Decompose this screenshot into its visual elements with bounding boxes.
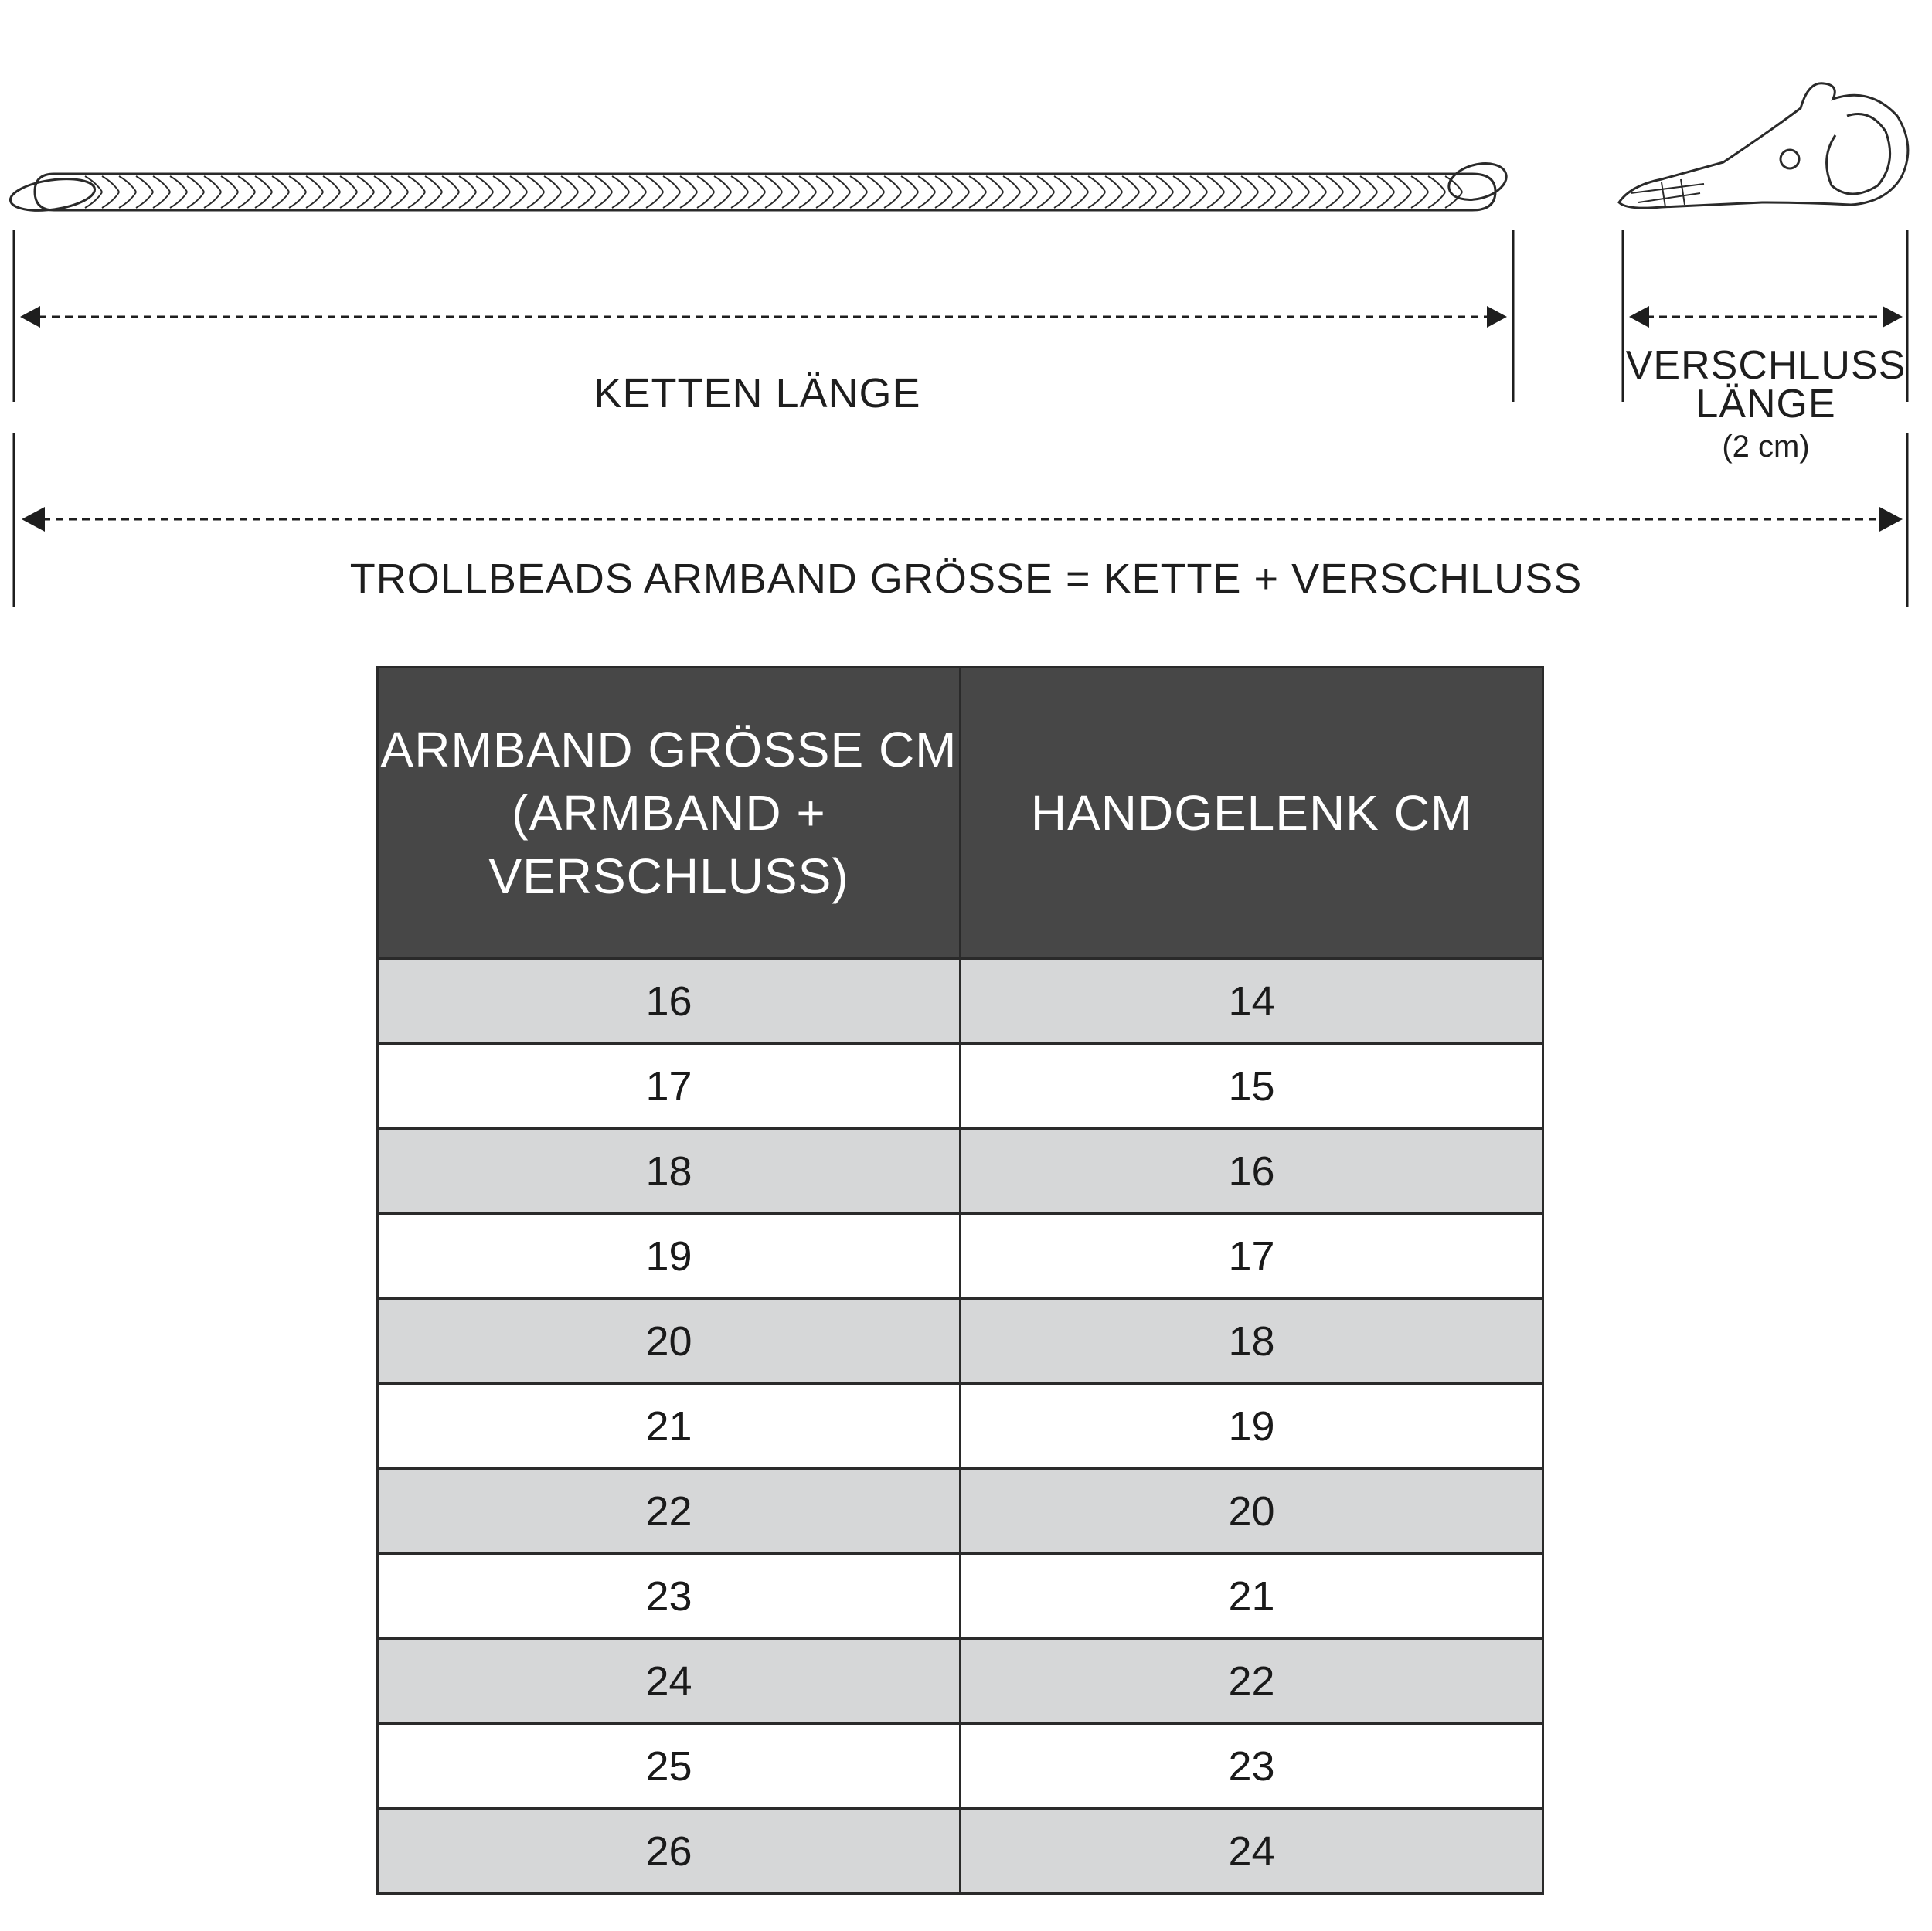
bracelet-size-cell: 16 bbox=[378, 959, 961, 1044]
chain-link bbox=[646, 176, 663, 192]
table-header-row bbox=[378, 668, 1543, 959]
chain-link bbox=[476, 192, 493, 208]
chain-link bbox=[1292, 192, 1309, 208]
wrist-size-cell: 17 bbox=[961, 1214, 1543, 1299]
table-row bbox=[378, 1299, 1543, 1384]
arrow-head-left-icon bbox=[20, 306, 40, 328]
chain-link bbox=[1037, 192, 1054, 208]
wrist-size-cell: 19 bbox=[961, 1384, 1543, 1469]
wrist-size-cell: 15 bbox=[961, 1044, 1543, 1129]
wrist-size-cell: 20 bbox=[961, 1469, 1543, 1554]
chain-link bbox=[221, 176, 238, 192]
chain-link bbox=[1037, 176, 1054, 192]
arrow-head-left-icon bbox=[1629, 306, 1649, 328]
chain-link bbox=[204, 192, 221, 208]
chain-link bbox=[357, 192, 374, 208]
chain-link bbox=[782, 176, 799, 192]
chain-link bbox=[459, 192, 476, 208]
wrist-size-cell: 21 bbox=[961, 1554, 1543, 1639]
chain-link bbox=[578, 192, 595, 208]
chain-link bbox=[1309, 176, 1326, 192]
chain-link bbox=[629, 192, 646, 208]
chain-link bbox=[425, 192, 442, 208]
chain-link bbox=[289, 192, 306, 208]
chain-link bbox=[986, 176, 1003, 192]
chain-link bbox=[561, 176, 578, 192]
arrow-head-right-icon bbox=[1487, 306, 1507, 328]
chain-link bbox=[952, 176, 969, 192]
table-row bbox=[378, 1384, 1543, 1469]
chain-link bbox=[799, 176, 816, 192]
clasp-hole bbox=[1781, 150, 1799, 168]
chain-link bbox=[374, 176, 391, 192]
chain-link bbox=[1428, 176, 1445, 192]
chain-link bbox=[901, 176, 918, 192]
chain-link bbox=[748, 176, 765, 192]
bracelet-size-cell: 23 bbox=[378, 1554, 961, 1639]
clasp-tip-detail bbox=[1631, 179, 1704, 207]
chain-link bbox=[102, 176, 119, 192]
bracelet-size-cell: 21 bbox=[378, 1384, 961, 1469]
chain-link bbox=[1445, 176, 1462, 192]
chain-link bbox=[1224, 192, 1241, 208]
table-row bbox=[378, 1554, 1543, 1639]
arrow-head-right-icon bbox=[1883, 306, 1903, 328]
chain-link bbox=[544, 192, 561, 208]
chain-link bbox=[1173, 192, 1190, 208]
chain-link bbox=[187, 192, 204, 208]
chain-link bbox=[714, 192, 731, 208]
chain-link bbox=[1207, 192, 1224, 208]
chain-link bbox=[221, 192, 238, 208]
chain-link bbox=[1105, 192, 1122, 208]
chain-link bbox=[459, 176, 476, 192]
chain-link bbox=[1343, 192, 1360, 208]
chain-link bbox=[969, 192, 986, 208]
chain-link bbox=[765, 192, 782, 208]
chain-link bbox=[561, 192, 578, 208]
chain-link bbox=[935, 192, 952, 208]
chain-link bbox=[1360, 192, 1377, 208]
chain-link bbox=[1207, 176, 1224, 192]
wrist-size-cell: 24 bbox=[961, 1809, 1543, 1894]
chain-link bbox=[1411, 176, 1428, 192]
chain-link bbox=[731, 192, 748, 208]
chain-link bbox=[1224, 176, 1241, 192]
chain-link bbox=[527, 176, 544, 192]
chain-link bbox=[1394, 192, 1411, 208]
chain-link bbox=[1190, 192, 1207, 208]
chain-link bbox=[255, 192, 272, 208]
clasp-length-label: VERSCHLUSS LÄNGE bbox=[1625, 343, 1906, 427]
chain-link bbox=[833, 192, 850, 208]
chain-link bbox=[1360, 176, 1377, 192]
chain-link bbox=[765, 176, 782, 192]
chain-link bbox=[153, 192, 170, 208]
chain-link bbox=[663, 192, 680, 208]
chain-link bbox=[680, 176, 697, 192]
bracelet-size-cell: 26 bbox=[378, 1809, 961, 1894]
chain-link bbox=[918, 192, 935, 208]
chain-link bbox=[850, 192, 867, 208]
chain-link bbox=[1088, 176, 1105, 192]
chain-link bbox=[119, 176, 136, 192]
header-wrist-size: HANDGELENK CM bbox=[961, 668, 1543, 959]
chain-link bbox=[867, 192, 884, 208]
chain-link bbox=[1122, 176, 1139, 192]
chain-link bbox=[493, 192, 510, 208]
header-bracelet-size: ARMBAND GRÖSSE CM (ARMBAND + VERSCHLUSS) bbox=[378, 668, 961, 959]
chain-link bbox=[1156, 192, 1173, 208]
chain-link bbox=[714, 176, 731, 192]
chain-link bbox=[289, 176, 306, 192]
chain-illustration bbox=[9, 158, 1511, 216]
chain-link bbox=[510, 192, 527, 208]
chain-link bbox=[102, 192, 119, 208]
chain-link bbox=[357, 176, 374, 192]
wrist-size-cell: 16 bbox=[961, 1129, 1543, 1214]
chain-link bbox=[1394, 176, 1411, 192]
chain-link bbox=[1275, 176, 1292, 192]
bracelet-diagram bbox=[0, 0, 1932, 634]
chain-link bbox=[1326, 176, 1343, 192]
table-row bbox=[378, 1469, 1543, 1554]
chain-link bbox=[1054, 176, 1071, 192]
bracelet-size-cell: 19 bbox=[378, 1214, 961, 1299]
chain-link bbox=[408, 176, 425, 192]
chain-link bbox=[323, 176, 340, 192]
chain-link bbox=[527, 192, 544, 208]
chain-link bbox=[612, 192, 629, 208]
chain-link bbox=[1258, 192, 1275, 208]
chain-link bbox=[170, 176, 187, 192]
chain-link bbox=[510, 176, 527, 192]
chain-link bbox=[697, 176, 714, 192]
chain-link bbox=[680, 192, 697, 208]
chain-link bbox=[952, 192, 969, 208]
chain-link bbox=[595, 176, 612, 192]
bracelet-size-cell: 20 bbox=[378, 1299, 961, 1384]
chain-link bbox=[1411, 192, 1428, 208]
chain-link bbox=[1377, 176, 1394, 192]
chain-link bbox=[119, 192, 136, 208]
chain-link bbox=[340, 192, 357, 208]
chain-link bbox=[1139, 192, 1156, 208]
chain-link bbox=[1241, 176, 1258, 192]
chain-link bbox=[1156, 176, 1173, 192]
chain-link bbox=[1020, 192, 1037, 208]
chain-link bbox=[306, 176, 323, 192]
bracelet-size-cell: 18 bbox=[378, 1129, 961, 1214]
chain-link bbox=[1258, 176, 1275, 192]
chain-link bbox=[1020, 176, 1037, 192]
chain-link bbox=[408, 192, 425, 208]
chain-link bbox=[731, 176, 748, 192]
chain-link bbox=[1343, 176, 1360, 192]
chain-link bbox=[476, 176, 493, 192]
chain-link bbox=[544, 176, 561, 192]
chain-link bbox=[850, 176, 867, 192]
chain-link bbox=[799, 192, 816, 208]
chain-length-label: KETTEN LÄNGE bbox=[594, 370, 921, 416]
arrow-head-right-icon bbox=[1879, 507, 1903, 532]
chain-link bbox=[1309, 192, 1326, 208]
chain-link bbox=[629, 176, 646, 192]
clasp-loop bbox=[1827, 114, 1890, 195]
chain-link bbox=[595, 192, 612, 208]
chain-link bbox=[391, 176, 408, 192]
chain-link bbox=[578, 176, 595, 192]
bracelet-size-cell: 25 bbox=[378, 1724, 961, 1809]
chain-link bbox=[1292, 176, 1309, 192]
chain-link bbox=[272, 192, 289, 208]
table-row bbox=[378, 959, 1543, 1044]
dimension-arrows bbox=[39, 317, 1886, 519]
chain-link bbox=[816, 176, 833, 192]
chain-link bbox=[442, 192, 459, 208]
chain-link bbox=[272, 176, 289, 192]
chain-body bbox=[35, 174, 1495, 210]
chain-link bbox=[340, 176, 357, 192]
wrist-size-cell: 22 bbox=[961, 1639, 1543, 1724]
clasp-length-note: (2 cm) bbox=[1722, 430, 1810, 464]
table-row bbox=[378, 1724, 1543, 1809]
chain-link bbox=[1241, 192, 1258, 208]
chain-link bbox=[646, 192, 663, 208]
chain-link bbox=[493, 176, 510, 192]
chain-link bbox=[918, 176, 935, 192]
chain-link bbox=[1173, 176, 1190, 192]
chain-link bbox=[1071, 192, 1088, 208]
size-table bbox=[376, 666, 1544, 1895]
chain-link bbox=[1377, 192, 1394, 208]
chain-link bbox=[238, 192, 255, 208]
table-row bbox=[378, 1639, 1543, 1724]
bracelet-drawing bbox=[0, 0, 1932, 634]
chain-link bbox=[1054, 192, 1071, 208]
chain-link bbox=[935, 176, 952, 192]
chain-link bbox=[374, 192, 391, 208]
chain-link bbox=[986, 192, 1003, 208]
chain-link bbox=[1428, 192, 1445, 208]
table-row bbox=[378, 1214, 1543, 1299]
bracelet-size-cell: 17 bbox=[378, 1044, 961, 1129]
table-row bbox=[378, 1044, 1543, 1129]
chain-link bbox=[884, 176, 901, 192]
chain-link bbox=[425, 176, 442, 192]
chain-link bbox=[1071, 176, 1088, 192]
chain-link bbox=[1003, 192, 1020, 208]
wrist-size-cell: 23 bbox=[961, 1724, 1543, 1809]
clasp-illustration bbox=[1619, 83, 1908, 208]
chain-link bbox=[969, 176, 986, 192]
chain-link bbox=[867, 176, 884, 192]
chain-link bbox=[136, 192, 153, 208]
chain-link bbox=[1326, 192, 1343, 208]
chain-link bbox=[204, 176, 221, 192]
chain-link bbox=[1275, 192, 1292, 208]
chain-link bbox=[612, 176, 629, 192]
bracelet-size-cell: 24 bbox=[378, 1639, 961, 1724]
chain-link bbox=[136, 176, 153, 192]
chain-link bbox=[884, 192, 901, 208]
chain-link bbox=[170, 192, 187, 208]
chain-weave bbox=[85, 176, 1462, 208]
chain-link bbox=[442, 176, 459, 192]
chain-link bbox=[1105, 176, 1122, 192]
chain-link bbox=[1139, 176, 1156, 192]
chain-link bbox=[816, 192, 833, 208]
chain-link bbox=[1003, 176, 1020, 192]
chain-link bbox=[1190, 176, 1207, 192]
chain-link bbox=[323, 192, 340, 208]
wrist-size-cell: 18 bbox=[961, 1299, 1543, 1384]
chain-link bbox=[782, 192, 799, 208]
bracelet-size-cell: 22 bbox=[378, 1469, 961, 1554]
chain-link bbox=[1122, 192, 1139, 208]
chain-link bbox=[85, 176, 102, 192]
total-size-formula: TROLLBEADS ARMBAND GRÖSSE = KETTE + VERSCHLUSS bbox=[349, 556, 1583, 602]
arrow-head-left-icon bbox=[22, 507, 45, 532]
chain-link bbox=[901, 192, 918, 208]
chain-link bbox=[238, 176, 255, 192]
chain-link bbox=[663, 176, 680, 192]
chain-link bbox=[833, 176, 850, 192]
chain-link bbox=[255, 176, 272, 192]
chain-link bbox=[306, 192, 323, 208]
chain-link bbox=[748, 192, 765, 208]
chain-end-ring-right bbox=[1445, 158, 1511, 206]
chain-link bbox=[1088, 192, 1105, 208]
chain-link bbox=[697, 192, 714, 208]
chain-link bbox=[153, 176, 170, 192]
chain-link bbox=[187, 176, 204, 192]
table-row bbox=[378, 1129, 1543, 1214]
wrist-size-cell: 14 bbox=[961, 959, 1543, 1044]
table-row bbox=[378, 1809, 1543, 1894]
chain-link bbox=[391, 192, 408, 208]
